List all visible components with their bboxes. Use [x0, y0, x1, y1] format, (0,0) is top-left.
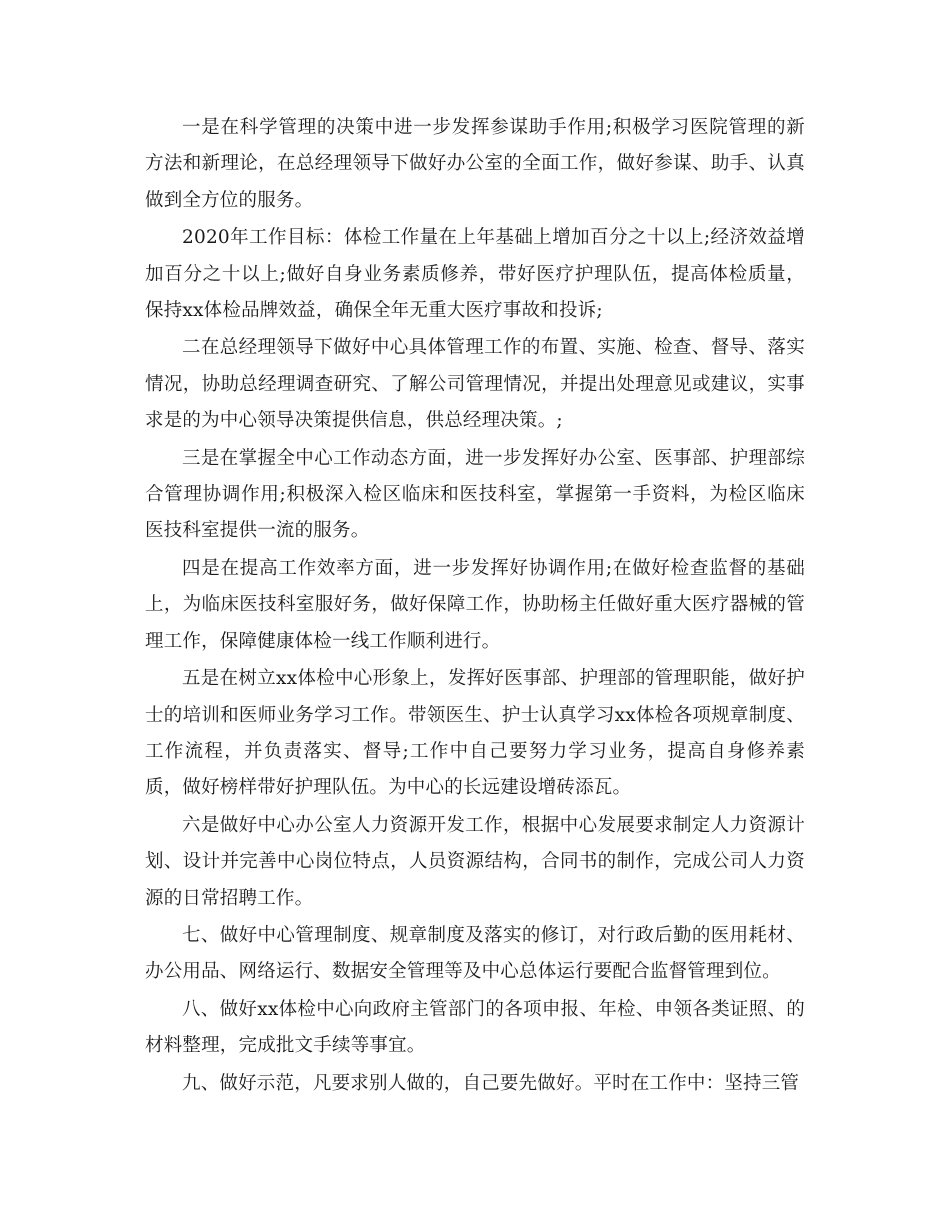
- paragraph-5: 四是在提高工作效率方面，进一步发挥好协调作用;在做好检查监督的基础上，为临床医技科室服好务，做好保障工作，协助杨主任做好重大医疗器械的管理工作，保障健康体检一线工作顺利进行。: [145, 557, 805, 652]
- paragraph-6: 五是在树立xx体检中心形象上，发挥好医事部、护理部的管理职能，做好护士的培训和医师业务学习工作。带领医生、护士认真学习xx体检各项规章制度、工作流程，并负责落实、督导;工作中自己要努力学习业务，提高自身修养素质，做好榜样带好护理队伍。为中心的长远建设增砖添瓦。: [145, 668, 805, 799]
- paragraph-4: 三是在掌握全中心工作动态方面，进一步发挥好办公室、医事部、护理部综合管理协调作用;积极深入检区临床和医技科室，掌握第一手资料，为检区临床医技科室提供一流的服务。: [145, 447, 805, 542]
- paragraph-9: 八、做好xx体检中心向政府主管部门的各项申报、年检、申领各类证照、的材料整理，完成批文手续等事宜。: [145, 998, 805, 1057]
- paragraph-8: 七、做好中心管理制度、规章制度及落实的修订，对行政后勤的医用耗材、办公用品、网络运行、数据安全管理等及中心总体运行要配合监督管理到位。: [145, 924, 805, 983]
- paragraph-3: 二在总经理领导下做好中心具体管理工作的布置、实施、检查、督导、落实情况，协助总经理调查研究、了解公司管理情况，并提出处理意见或建议，实事求是的为中心领导决策提供信息，供总经理决策。;: [145, 337, 805, 432]
- paragraph-2: 2020年工作目标：体检工作量在上年基础上增加百分之十以上;经济效益增加百分之十以上;做好自身业务素质修养，带好医疗护理队伍，提高体检质量，保持xx体检品牌效益，确保全年无重大医疗事故和投诉;: [145, 227, 805, 322]
- paragraph-7: 六是做好中心办公室人力资源开发工作，根据中心发展要求制定人力资源计划、设计并完善中心岗位特点，人员资源结构，合同书的制作，完成公司人力资源的日常招聘工作。: [145, 814, 805, 909]
- paragraph-10: 九、做好示范，凡要求别人做的，自己要先做好。平时在工作中：坚持三管: [182, 1072, 800, 1094]
- document-body: [145, 110, 805, 1103]
- paragraph-1: 一是在科学管理的决策中进一步发挥参谋助手作用;积极学习医院管理的新方法和新理论，在总经理领导下做好办公室的全面工作，做好参谋、助手、认真做到全方位的服务。: [145, 117, 805, 211]
